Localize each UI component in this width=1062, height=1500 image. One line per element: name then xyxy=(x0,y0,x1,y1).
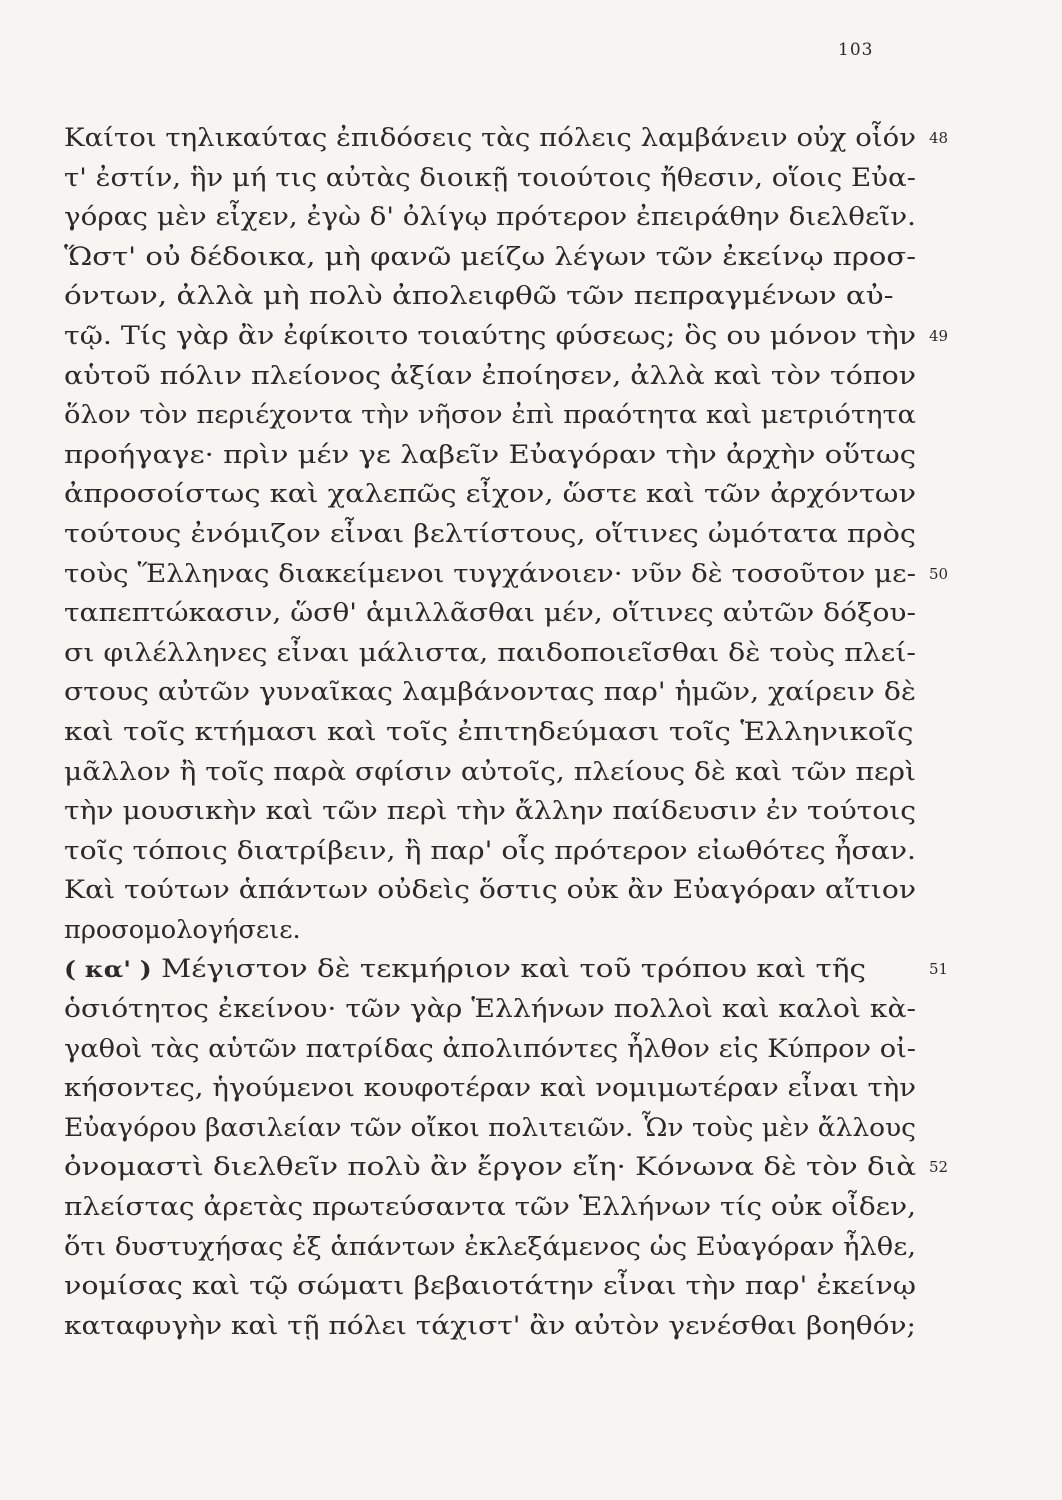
section-number: 50 xyxy=(929,564,949,583)
line-content: προσομολογήσειε. xyxy=(64,914,301,945)
text-line xyxy=(64,436,924,476)
text-line xyxy=(64,911,924,951)
line-content: προήγαγε· πρὶν μέν γε λαβεῖν Εὐαγόραν τὴν ἀρχὴν οὕτως xyxy=(64,439,916,470)
line-content: τὴν μουσικὴν καὶ τῶν περὶ τὴν ἄλλην παίδευσιν ἐν τούτοις xyxy=(64,796,916,827)
line-content: γαθοὶ τὰς αὑτῶν πατρίδας ἀπολιπόντες ἦλθον εἰς Κύπρον οἰ- xyxy=(64,1033,916,1064)
text-line xyxy=(64,1030,924,1070)
text-line xyxy=(64,555,949,595)
line-content: ὀνομαστὶ διελθεῖν πολὺ ἂν ἔργον εἴη· Κόνωνα δὲ τὸν διὰ xyxy=(64,1152,916,1183)
line-content: ὅλον τὸν περιέχοντα τὴν νῆσον ἐπὶ πραότητα καὶ μετριότητα xyxy=(64,400,916,431)
text-line xyxy=(64,634,924,674)
text-line xyxy=(64,753,924,793)
text-line xyxy=(64,990,924,1030)
text-line xyxy=(64,317,949,357)
text-line xyxy=(64,1307,924,1347)
page-number: 103 xyxy=(838,40,874,60)
text-line xyxy=(64,594,924,634)
body-text xyxy=(64,119,949,1346)
line-text xyxy=(64,515,916,555)
line-content: καταφυγὴν καὶ τῇ πόλει τάχιστ' ἂν αὐτὸν γενέσθαι βοηθόν; xyxy=(64,1310,916,1341)
line-text xyxy=(64,1030,916,1070)
line-content: τῷ. Τίς γὰρ ἂν ἐφίκοιτο τοιαύτης φύσεως; ὃς ου μόνον τὴν xyxy=(64,320,916,351)
line-text xyxy=(64,911,301,951)
text-line xyxy=(64,832,924,872)
line-text xyxy=(64,198,916,238)
section-number: 51 xyxy=(929,960,949,979)
line-content: ὁσιότητος ἐκείνου· τῶν γὰρ Ἑλλήνων πολλοὶ καὶ καλοὶ κὰ- xyxy=(64,994,916,1025)
line-content: ὅτι δυστυχήσας ἐξ ἁπάντων ἐκλεξάμενος ὡς Εὐαγόραν ἦλθε, xyxy=(64,1231,916,1262)
text-line xyxy=(64,119,949,159)
text-line xyxy=(64,1188,924,1228)
text-line xyxy=(64,357,924,397)
text-line xyxy=(64,1109,924,1149)
line-text xyxy=(64,317,916,357)
text-line xyxy=(64,475,924,515)
line-content: αὑτοῦ πόλιν πλείονος ἀξίαν ἐποίησεν, ἀλλὰ καὶ τὸν τόπον xyxy=(64,360,916,391)
line-text xyxy=(64,159,916,199)
text-line xyxy=(64,1148,949,1188)
text-line xyxy=(64,1228,924,1268)
line-content: τοὺς Ἕλληνας διακείμενοι τυγχάνοιεν· νῦν δὲ τοσοῦτον με- xyxy=(64,558,917,589)
text-line xyxy=(64,1267,924,1307)
line-content: όντων, ἀλλὰ μὴ πολὺ ἀπολειφθῶ τῶν πεπραγμένων αὐ- xyxy=(64,281,894,312)
line-text xyxy=(64,475,916,515)
line-text xyxy=(64,1148,916,1188)
line-text xyxy=(64,1109,916,1149)
line-text xyxy=(64,990,916,1030)
line-text xyxy=(64,832,916,872)
line-content: Ὥστ' οὐ δέδοικα, μὴ φανῶ μείζω λέγων τῶν ἐκείνῳ προσ- xyxy=(64,241,916,272)
text-line xyxy=(64,159,924,199)
line-text xyxy=(64,1307,916,1347)
line-text xyxy=(64,634,916,674)
text-line xyxy=(64,673,924,713)
text-line xyxy=(64,515,924,555)
line-content: στους αὐτῶν γυναῖκας λαμβάνοντας παρ' ἡμῶν, χαίρειν δὲ xyxy=(64,677,916,708)
line-content: τ' ἐστίν, ἣν μή τις αὐτὰς διοικῇ τοιούτοις ἤθεσιν, οἵοις Εὐα- xyxy=(64,162,916,193)
line-text xyxy=(64,871,916,911)
text-line xyxy=(64,396,924,436)
text-line xyxy=(64,198,924,238)
line-text xyxy=(64,1188,916,1228)
line-content: κήσοντες, ἡγούμενοι κουφοτέραν καὶ νομιμωτέραν εἶναι τὴν xyxy=(64,1073,917,1104)
line-text xyxy=(64,673,916,713)
line-text xyxy=(64,1069,916,1109)
section-number: 48 xyxy=(929,129,949,147)
line-content: νομίσας καὶ τῷ σώματι βεβαιοτάτην εἶναι τὴν παρ' ἐκείνῳ xyxy=(64,1271,917,1302)
line-text xyxy=(64,555,916,595)
line-text xyxy=(64,792,916,832)
line-content: Εὐαγόρου βασιλείαν τῶν οἴκοι πολιτειῶν. Ὧν τοὺς μὲν ἄλλους xyxy=(64,1112,916,1143)
line-text xyxy=(64,238,916,278)
chapter-mark: ( κα' ) xyxy=(64,957,152,984)
line-text xyxy=(64,1228,916,1268)
line-content: Καὶ τούτων ἁπάντων οὐδεὶς ὅστις οὐκ ἂν Εὐαγόραν αἴτιον xyxy=(64,875,916,906)
text-line xyxy=(64,792,924,832)
text-line xyxy=(64,950,949,990)
line-text xyxy=(64,1267,916,1307)
line-text xyxy=(64,950,866,991)
text-line xyxy=(64,238,924,278)
section-number: 52 xyxy=(929,1158,949,1177)
text-line xyxy=(64,277,924,317)
line-text xyxy=(64,753,916,793)
line-content: σι φιλέλληνες εἶναι μάλιστα, παιδοποιεῖσθαι δὲ τοὺς πλεί- xyxy=(64,637,916,668)
line-content: τοῖς τόποις διατρίβειν, ἢ παρ' οἷς πρότερον εἰωθότες ἦσαν. xyxy=(64,835,916,866)
line-content: Μέγιστον δὲ τεκμήριον καὶ τοῦ τρόπου καὶ τῆς xyxy=(151,954,866,985)
line-content: ἀπροσοίστως καὶ χαλεπῶς εἶχον, ὥστε καὶ τῶν ἀρχόντων xyxy=(64,479,916,510)
line-text xyxy=(64,594,916,634)
line-text xyxy=(64,396,916,436)
line-text xyxy=(64,119,916,159)
line-content: Καίτοι τηλικαύτας ἐπιδόσεις τὰς πόλεις λαμβάνειν οὐχ οἷόν xyxy=(64,123,917,153)
text-line xyxy=(64,713,924,753)
line-text xyxy=(64,436,916,476)
text-line xyxy=(64,1069,924,1109)
line-content: μᾶλλον ἢ τοῖς παρὰ σφίσιν αὐτοῖς, πλείους δὲ καὶ τῶν περὶ xyxy=(64,756,917,787)
line-content: γόρας μὲν εἶχεν, ἐγὼ δ' ὀλίγῳ πρότερον ἐπειράθην διελθεῖν. xyxy=(64,202,916,233)
section-number: 49 xyxy=(929,326,949,345)
line-content: πλείστας ἀρετὰς πρωτεύσαντα τῶν Ἑλλήνων τίς οὐκ οἶδεν, xyxy=(64,1192,916,1223)
line-text xyxy=(64,277,894,317)
line-content: ταπεπτώκασιν, ὥσθ' ἁμιλλᾶσθαι μέν, οἵτινες αὐτῶν δόξου- xyxy=(64,598,916,629)
line-content: καὶ τοῖς κτήμασι καὶ τοῖς ἐπιτηδεύμασι τοῖς Ἑλληνικοῖς xyxy=(64,716,914,747)
line-text xyxy=(64,713,914,753)
text-line xyxy=(64,871,924,911)
line-text xyxy=(64,357,916,397)
line-content: τούτους ἐνόμιζον εἶναι βελτίστους, οἵτινες ὠμότατα πρὸς xyxy=(64,518,916,549)
